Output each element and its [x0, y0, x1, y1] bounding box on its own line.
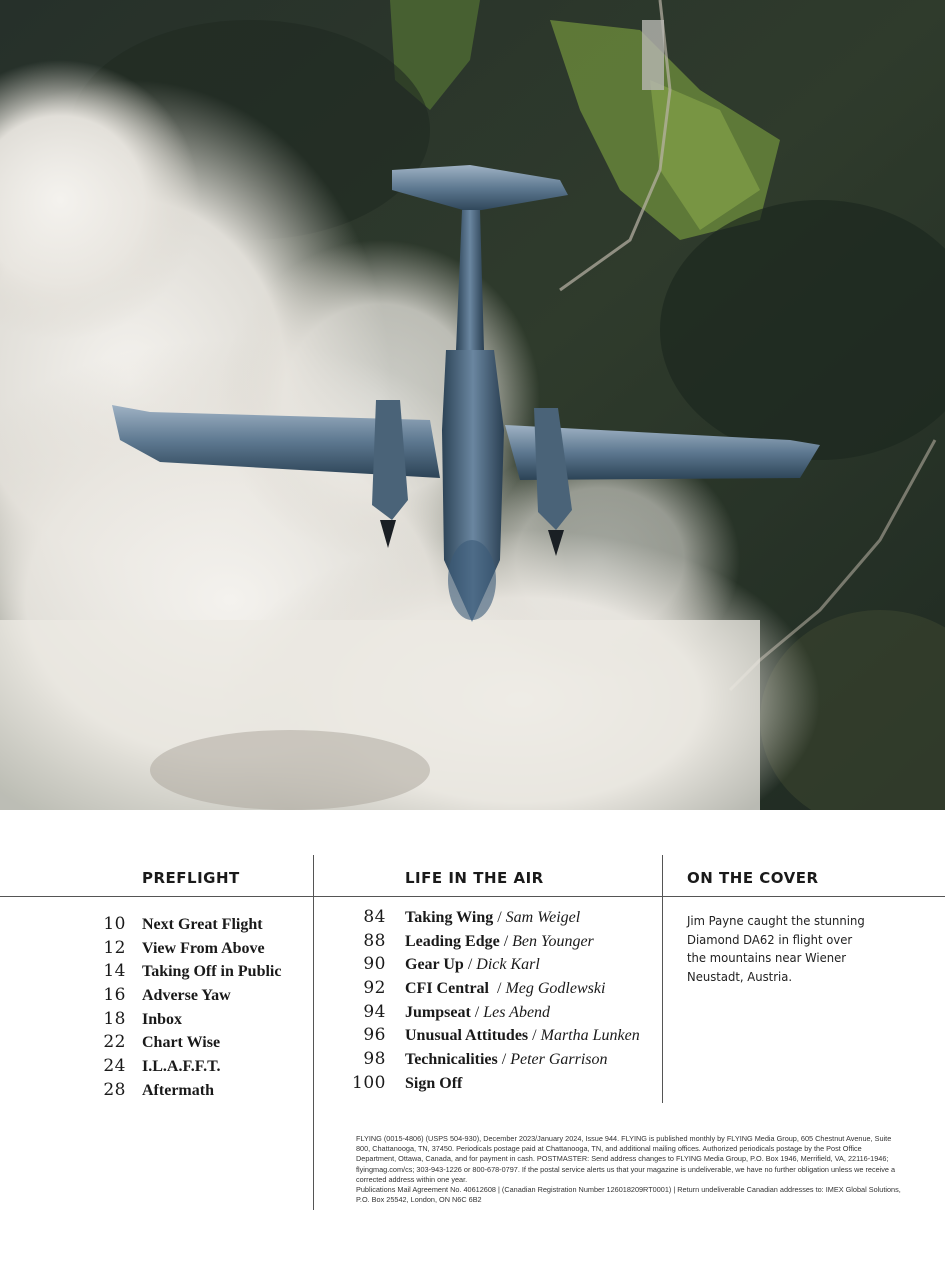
toc-entry[interactable] — [90, 961, 281, 985]
toc-entry[interactable] — [90, 1009, 281, 1033]
toc-entry[interactable] — [340, 978, 640, 1002]
page-number: 100 — [352, 1072, 386, 1093]
publication-notice-paragraph: Publications Mail Agreement No. 40612608 | (Canadian Registration Number 126018209RT0001) | Return undeliverable Canadian addresses to: IMEX Global Solutions, P.O. Box 25542, London, ON N6C 6B2 — [356, 1185, 901, 1205]
page-number: 28 — [103, 1079, 126, 1100]
toc-entry[interactable] — [90, 1080, 281, 1104]
on-the-cover-heading: ON THE COVER — [687, 869, 819, 887]
toc-entry[interactable] — [90, 985, 281, 1009]
page-number: 24 — [103, 1056, 126, 1077]
entry-title: I.L.A.F.F.T. — [142, 1058, 221, 1076]
entry-title: Chart Wise — [142, 1034, 221, 1052]
entry-title: Unusual Attitudes — [405, 1027, 529, 1045]
page-number: 96 — [363, 1025, 386, 1046]
toc-entry[interactable] — [90, 1056, 281, 1080]
separator: / — [503, 932, 509, 950]
entry-author: Les Abend — [483, 1003, 551, 1021]
toc-entry[interactable] — [340, 931, 640, 955]
toc-entry[interactable] — [340, 1073, 640, 1097]
column-divider-right — [662, 855, 663, 1103]
preflight-heading: PREFLIGHT — [142, 869, 240, 887]
page-number: 98 — [363, 1049, 386, 1070]
entry-title: Aftermath — [142, 1081, 214, 1099]
toc-entry[interactable] — [90, 938, 281, 962]
page-number: 10 — [103, 914, 126, 934]
entry-title: Technicalities — [405, 1051, 498, 1069]
cover-caption: Jim Payne caught the stunning Diamond DA62 in flight over the mountains near Wiener Neustadt, Austria. — [687, 913, 865, 984]
entry-title: Jumpseat — [405, 1003, 471, 1021]
entry-title: CFI Central — [405, 980, 489, 998]
separator: / — [501, 1051, 507, 1069]
toc-entry[interactable] — [340, 907, 640, 931]
toc-entry[interactable] — [90, 1032, 281, 1056]
page-number: 18 — [103, 1008, 126, 1029]
entry-author: Dick Karl — [476, 956, 540, 974]
entry-author: Martha Lunken — [540, 1027, 640, 1045]
entry-author: Sam Weigel — [505, 909, 581, 926]
header-divider — [0, 896, 945, 897]
publication-notice-paragraph: FLYING (0015-4806) (USPS 504-930), December 2023/January 2024, Issue 944. FLYING is published monthly by FLYING Media Group, 605 Chestnut Avenue, Suite 800, Chattanooga, TN, 37450. Periodicals postage paid at Chattanooga, TN, and additional mailing offices. Authorized periodicals postage by the Post Office Department, Ottawa, Canada, and for payment in cash. POSTMASTER: Send address changes to FLYING Media Group, P.O. Box 1946, Merrifield, VA, 22116-1946; flyingmag.com/cs; 303-943-1226 or 800-678-0797. If the postal service alerts us that your magazine is undeliverable, we have no further obligation unless we receive a corrected address within one year. — [356, 1134, 896, 1184]
page-number: 84 — [363, 907, 386, 927]
entry-title: Adverse Yaw — [142, 987, 231, 1005]
entry-title: Next Great Flight — [142, 916, 263, 933]
separator: / — [497, 909, 502, 926]
toc-entry[interactable] — [340, 1025, 640, 1049]
page-number: 14 — [103, 961, 126, 982]
separator: / — [496, 980, 502, 998]
entry-title: Inbox — [142, 1010, 183, 1028]
entry-title: View From Above — [142, 939, 265, 957]
entry-title: Taking Wing — [405, 909, 494, 926]
column-divider-left — [313, 855, 314, 1210]
life-in-the-air-heading: LIFE IN THE AIR — [405, 869, 544, 887]
page-number: 16 — [103, 985, 126, 1006]
page-number: 88 — [363, 930, 386, 951]
entry-author: Meg Godlewski — [505, 980, 606, 998]
page-number: 90 — [363, 954, 386, 975]
preflight-list — [90, 914, 281, 1104]
life-in-the-air-list — [340, 907, 640, 1097]
entry-author: Ben Younger — [512, 932, 594, 950]
page-number: 94 — [363, 1001, 386, 1022]
entry-title: Gear Up — [405, 956, 464, 974]
entry-title: Sign Off — [405, 1074, 463, 1092]
separator: / — [532, 1027, 537, 1045]
toc-entry[interactable] — [340, 1002, 640, 1026]
page-number: 22 — [103, 1032, 126, 1053]
publication-notice — [356, 1134, 901, 1205]
entry-title: Taking Off in Public — [142, 963, 282, 981]
toc-entry[interactable] — [90, 914, 281, 938]
separator: / — [474, 1003, 480, 1021]
separator: / — [467, 956, 473, 974]
entry-author: Peter Garrison — [510, 1051, 608, 1069]
page-number: 12 — [103, 937, 126, 958]
toc-entry[interactable] — [340, 1049, 640, 1073]
entry-title: Leading Edge — [405, 932, 500, 950]
toc-entry[interactable] — [340, 954, 640, 978]
page-number: 92 — [363, 978, 386, 999]
